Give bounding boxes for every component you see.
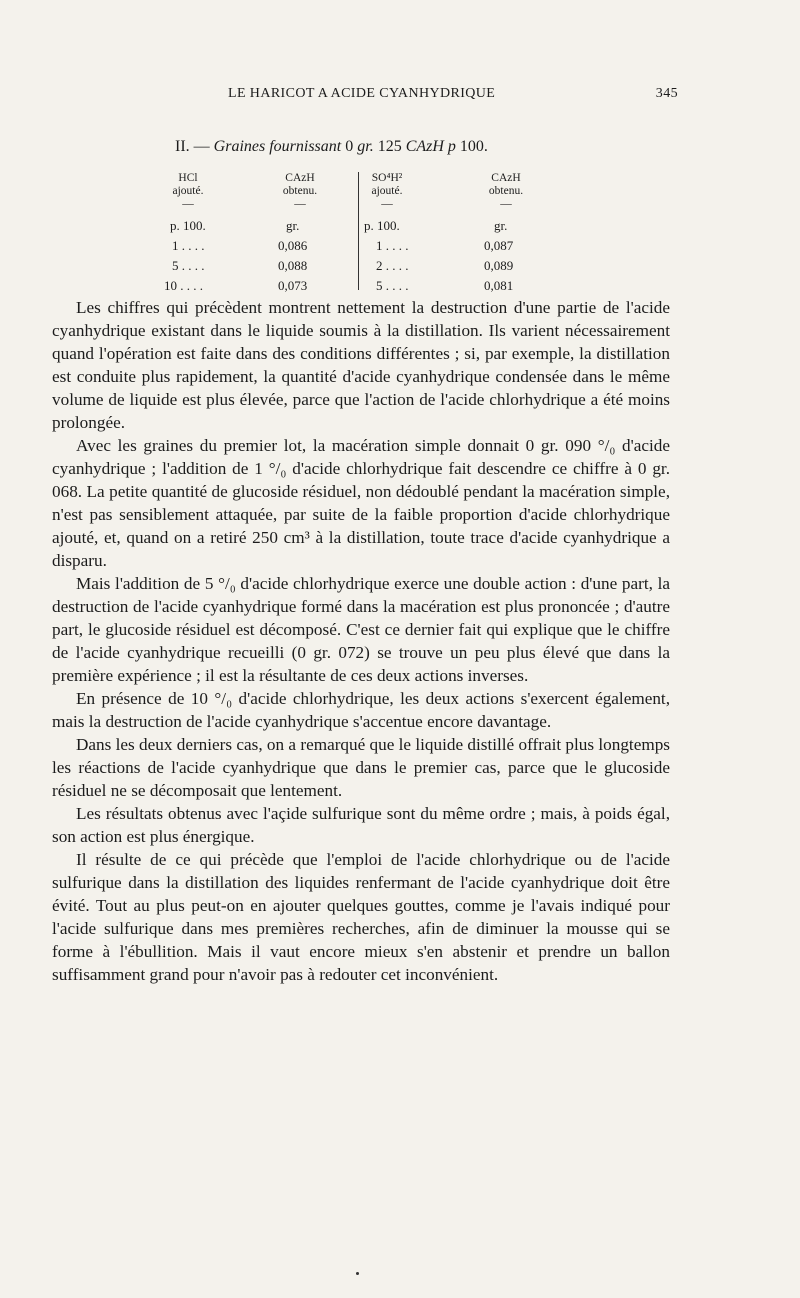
paragraph: En présence de 10 °/₀ d'acide chlorhydrique, les deux actions s'exercent également, mais la destruction de l'acide cyanhydrique s'accentue encore davantage. [52, 689, 670, 731]
running-title: LE HARICOT A ACIDE CYANHYDRIQUE [228, 86, 496, 101]
section-suffix: CAzH p [405, 138, 456, 155]
results-table [164, 172, 550, 293]
so4h2-col-header: SO⁴H² ajouté. — [371, 172, 403, 210]
table-row: 1 . . . . 0,087 [376, 238, 514, 253]
hcl-table [164, 172, 350, 293]
paragraph: Les résultats obtenus avec l'açide sulfurique sont du même ordre ; mais, à poids égal, son action est plus énergique. [52, 804, 670, 846]
table-row: 10 . . . . 0,073 [164, 278, 308, 293]
units-row: p. 100. gr. [170, 218, 300, 233]
table-divider [358, 172, 359, 290]
so4h2-table [360, 172, 540, 292]
cazh-col-header: CAzH obtenu. — [488, 172, 524, 210]
table-row: 1 . . . . 0,086 [172, 238, 308, 253]
paragraph: Mais l'addition de 5 °/₀ d'acide chlorhydrique exerce une double action : d'une part, la destruction de l'acide cyanhydrique formé dans la macération est plus prononcée ; d'autre part, le glucoside résiduel est décomposé. C'est ce dernier fait qui explique que le chiffre de l'acide cyanhydrique recueilli (0 gr. 072) se trouve un peu plus élevé que dans la première expérience ; il est la résultante de ces deux actions inverses. [52, 574, 670, 685]
running-header [228, 86, 678, 102]
section-heading [175, 138, 488, 156]
page-number: 345 [655, 86, 678, 101]
section-value: 125 [377, 138, 402, 155]
paragraph: Avec les graines du premier lot, la macération simple donnait 0 gr. 090 °/₀ d'acide cyanhydrique ; l'addition de 1 °/₀ d'acide chlorhydrique fait descendre ce chiffre à 0 gr. 068. La petite quantité de glucoside résiduel, non dédoublé pendant la macération simple, n'est pas sensiblement attaquée, par suite de la faible proportion d'acide chlorhydrique ajouté, et, quand on a retiré 250 cm³ à la distillation, toute trace d'acide cyanhydrique a disparu. [52, 436, 670, 570]
section-unit: gr. [357, 138, 374, 155]
section-title-italic: Graines fournissant [213, 138, 342, 155]
body-text [52, 296, 670, 986]
section-title-rest: 0 [345, 138, 354, 155]
page-speck [356, 1272, 359, 1275]
paragraph: Dans les deux derniers cas, on a remarqué que le liquide distillé offrait plus longtemps les réactions de l'acide cyanhydrique que dans le premier cas, parce que le glucoside résiduel ne se décomposait que lentement. [52, 735, 670, 800]
section-end: 100. [459, 138, 488, 155]
paragraph: Il résulte de ce qui précède que l'emploi de l'acide chlorhydrique ou de l'acide sulfurique dans la distillation des liquides renfermant de l'acide cyanhydrique doit être évité. Tout au plus peut-on en ajouter quelques gouttes, comme je l'avais indiqué pour l'acide sulfurique dans mes premières recherches, afin de diminuer la mousse qui se forme à l'ébullition. Mais il vaut encore mieux s'en abstenir et prendre un ballon suffisamment grand pour n'avoir pas à redouter cet inconvénient. [52, 850, 670, 984]
cazh-col-header: CAzH obtenu. — [282, 172, 318, 210]
table-row: 5 . . . . 0,088 [172, 258, 308, 273]
paragraph: Les chiffres qui précèdent montrent nettement la destruction d'une partie de l'acide cyanhydrique existant dans le liquide soumis à la distillation. Ils varient nécessairement quand l'opération est faite dans des conditions différentes ; si, par exemple, la distillation est conduite plus rapidement, la quantité d'acide cyanhydrique condensée dans le même volume de liquide est plus élevée, parce que l'action de l'acide chlorhydrique a été moins prolongée. [52, 298, 670, 432]
units-row: p. 100. gr. [364, 218, 508, 233]
table-row: 5 . . . . 0,081 [376, 278, 514, 293]
section-number: II. — [175, 138, 210, 155]
hcl-col-header: HCl ajouté. — [172, 172, 204, 210]
table-row: 2 . . . . 0,089 [376, 258, 514, 273]
